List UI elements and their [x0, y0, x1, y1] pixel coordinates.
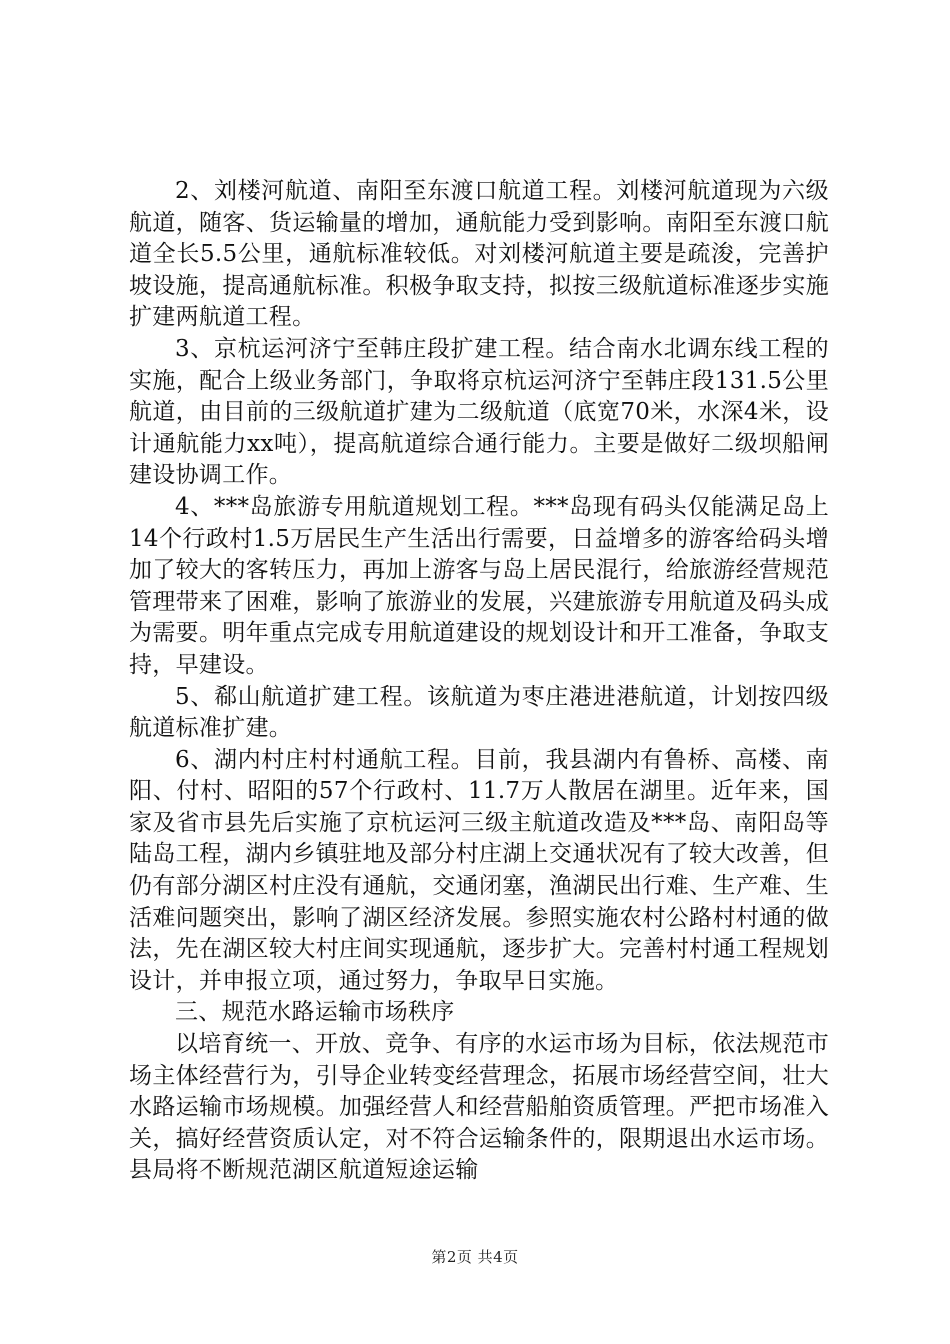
document-body — [129, 176, 829, 1187]
section-heading-market-order: 三、规范水路运输市场秩序 — [175, 999, 455, 1026]
page-number-footer: 第2页 共4页 — [431, 1248, 519, 1266]
paragraph-market-regulation: 以培育统一、开放、竞争、有序的水运市场为目标，依法规范市场主体经营行为，引导企业转变经营理念，拓展市场经营空间，壮大水路运输市场规模。加强经营人和经营船舶资质管理。严把市场准入关，搞好经营资质认定，对不符合运输条件的，限期退出水运市场。县局将不断规范湖区航道短途运输 — [129, 1031, 829, 1184]
paragraph-liulou-river-channel: 2、刘楼河航道、南阳至东渡口航道工程。刘楼河航道现为六级航道，随客、货运输量的增加，通航能力受到影响。南阳至东渡口航道全长5.5公里，通航标准较低。对刘楼河航道主要是疏浚，完善护坡设施，提高通航标准。积极争取支持，拟按三级航道标准逐步实施扩建两航道工程。 — [129, 178, 829, 331]
paragraph-island-tourism-channel: 4、***岛旅游专用航道规划工程。***岛现有码头仅能满足岛上14个行政村1.5万居民生产生活出行需要，日益增多的游客给码头增加了较大的客转压力，再加上游客与岛上居民混行，给旅游经营规范管理带来了困难，影响了旅游业的发展，兴建旅游专用航道及码头成为需要。明年重点完成专用航道建设的规划设计和开工准备，争取支持，早建设。 — [129, 493, 829, 678]
paragraph-village-navigation: 6、湖内村庄村村通航工程。目前，我县湖内有鲁桥、高楼、南阳、付村、昭阳的57个行政村、11.7万人散居在湖里。近年来，国家及省市县先后实施了京杭运河三级主航道改造及***岛、南阳岛等陆岛工程，湖内乡镇驻地及部分村庄湖上交通状况有了较大改善，但仍有部分湖区村庄没有通航，交通闭塞，渔湖民出行难、生产难、生活难问题突出，影响了湖区经济发展。参照实施农村公路村村通的做法，先在湖区较大村庄间实现通航，逐步扩大。完善村村通工程规划设计，并申报立项，通过努力，争取早日实施。 — [129, 746, 829, 994]
paragraph-xishan-channel: 5、郗山航道扩建工程。该航道为枣庄港进港航道，计划按四级航道标准扩建。 — [129, 683, 829, 742]
paragraph-grand-canal-expansion: 3、京杭运河济宁至韩庄段扩建工程。结合南水北调东线工程的实施，配合上级业务部门，争取将京杭运河济宁至韩庄段131.5公里航道，由目前的三级航道扩建为二级航道（底宽70米，水深4米，设计通航能力xx吨），提高航道综合通行能力。主要是做好二级坝船闸建设协调工作。 — [129, 335, 829, 489]
